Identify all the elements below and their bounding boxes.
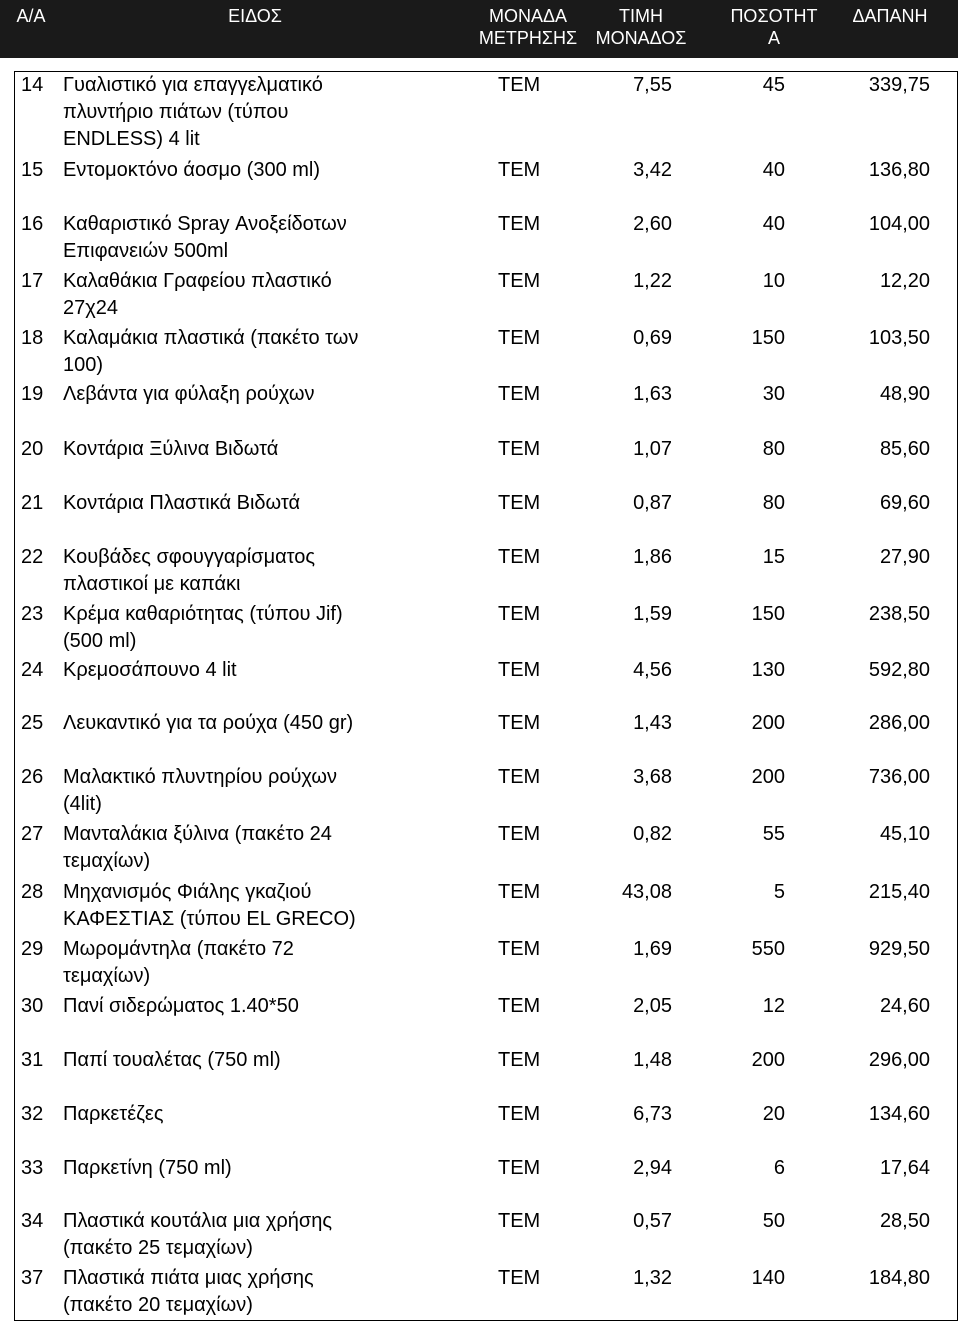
cost-total: 28,50 xyxy=(879,1210,930,1232)
unit-of-measure: ΤΕΜ xyxy=(498,1049,541,1071)
cost-total: 184,80 xyxy=(868,1267,930,1289)
header-unit: ΜΟΝΑΔΑ ΜΕΤΡΗΣΗΣ xyxy=(478,6,578,48)
quantity: 40 xyxy=(762,213,785,235)
unit-of-measure: ΤΕΜ xyxy=(498,213,541,235)
unit-price: 1,59 xyxy=(633,603,672,625)
header-price: ΤΙΜΗ ΜΟΝΑΔΟΣ xyxy=(595,6,687,48)
unit-price: 0,57 xyxy=(633,1210,672,1232)
unit-of-measure: ΤΕΜ xyxy=(498,938,541,960)
row-number: 30 xyxy=(21,995,44,1017)
quantity: 20 xyxy=(762,1103,785,1125)
quantity: 140 xyxy=(751,1267,785,1289)
item-description: Λεβάντα για φύλαξη ρούχων xyxy=(63,383,315,405)
cost-total: 104,00 xyxy=(868,213,930,235)
unit-of-measure: ΤΕΜ xyxy=(498,881,541,903)
unit-of-measure: ΤΕΜ xyxy=(498,383,541,405)
unit-price: 1,32 xyxy=(633,1267,672,1289)
item-description: Κρέμα καθαριότητας (τύπου Jif) (500 ml) xyxy=(63,603,343,652)
unit-price: 6,73 xyxy=(633,1103,672,1125)
header-cost: ΔΑΠΑΝΗ xyxy=(852,6,928,26)
item-description: Παπί τουαλέτας (750 ml) xyxy=(63,1049,281,1071)
row-number: 33 xyxy=(21,1157,44,1179)
row-number: 28 xyxy=(21,881,44,903)
cost-total: 238,50 xyxy=(868,603,930,625)
unit-price: 2,60 xyxy=(633,213,672,235)
cost-total: 85,60 xyxy=(879,438,930,460)
row-number: 29 xyxy=(21,938,44,960)
item-description: Μανταλάκια ξύλινα (πακέτο 24 τεμαχίων) xyxy=(63,823,332,872)
item-description: Μαλακτικό πλυντηρίου ρούχων (4lit) xyxy=(63,766,337,815)
unit-of-measure: ΤΕΜ xyxy=(498,766,541,788)
quantity: 10 xyxy=(762,270,785,292)
unit-price: 3,42 xyxy=(633,159,672,181)
cost-total: 69,60 xyxy=(879,492,930,514)
row-number: 23 xyxy=(21,603,44,625)
cost-total: 24,60 xyxy=(879,995,930,1017)
item-description: Καλαμάκια πλαστικά (πακέτο των 100) xyxy=(63,327,359,376)
cost-total: 103,50 xyxy=(868,327,930,349)
item-description: Παρκετίνη (750 ml) xyxy=(63,1157,232,1179)
row-number: 24 xyxy=(21,659,44,681)
item-description: Παρκετέζες xyxy=(63,1103,164,1125)
item-description: Πλαστικά κουτάλια μια χρήσης (πακέτο 25 τεμαχίων) xyxy=(63,1210,333,1259)
quantity: 200 xyxy=(751,712,785,734)
unit-of-measure: ΤΕΜ xyxy=(498,659,541,681)
quantity: 55 xyxy=(762,823,785,845)
unit-of-measure: ΤΕΜ xyxy=(498,1267,541,1289)
unit-of-measure: ΤΕΜ xyxy=(498,1157,541,1179)
item-description: Λευκαντικό για τα ρούχα (450 gr) xyxy=(63,712,354,734)
unit-of-measure: ΤΕΜ xyxy=(498,603,541,625)
cost-total: 592,80 xyxy=(868,659,930,681)
item-description: Καθαριστικό Spray Ανοξείδοτων Επιφανειών 500ml xyxy=(63,213,347,262)
quantity: 40 xyxy=(762,159,785,181)
unit-price: 1,86 xyxy=(633,546,672,568)
item-description: Κρεμοσάπουνο 4 lit xyxy=(63,659,237,681)
item-description: Κοντάρια Ξύλινα Βιδωτά xyxy=(63,438,279,460)
quantity: 15 xyxy=(762,546,785,568)
row-number: 14 xyxy=(21,74,44,96)
row-number: 26 xyxy=(21,766,44,788)
unit-of-measure: ΤΕΜ xyxy=(498,492,541,514)
unit-of-measure: ΤΕΜ xyxy=(498,438,541,460)
cost-total: 27,90 xyxy=(879,546,930,568)
unit-of-measure: ΤΕΜ xyxy=(498,712,541,734)
cost-total: 296,00 xyxy=(868,1049,930,1071)
header-aa: Α/Α xyxy=(16,6,46,26)
quantity: 200 xyxy=(751,766,785,788)
unit-price: 7,55 xyxy=(633,74,672,96)
unit-of-measure: ΤΕΜ xyxy=(498,1210,541,1232)
row-number: 25 xyxy=(21,712,44,734)
unit-price: 1,63 xyxy=(633,383,672,405)
quantity: 50 xyxy=(762,1210,785,1232)
item-description: Κουβάδες σφουγγαρίσματος πλαστικοί με καπάκι xyxy=(63,546,316,595)
row-number: 17 xyxy=(21,270,44,292)
unit-price: 4,56 xyxy=(633,659,672,681)
quantity: 5 xyxy=(773,881,785,903)
unit-price: 0,87 xyxy=(633,492,672,514)
cost-total: 215,40 xyxy=(868,881,930,903)
unit-price: 0,82 xyxy=(633,823,672,845)
cost-total: 339,75 xyxy=(868,74,930,96)
cost-total: 736,00 xyxy=(868,766,930,788)
row-number: 19 xyxy=(21,383,44,405)
quantity: 130 xyxy=(751,659,785,681)
row-number: 37 xyxy=(21,1267,44,1289)
item-description: Κοντάρια Πλαστικά Βιδωτά xyxy=(63,492,301,514)
unit-price: 1,43 xyxy=(633,712,672,734)
table-left-rule xyxy=(14,71,15,1321)
row-number: 15 xyxy=(21,159,44,181)
row-number: 31 xyxy=(21,1049,44,1071)
item-description: Εντομοκτόνο άοσμο (300 ml) xyxy=(63,159,321,181)
item-description: Μωρομάντηλα (πακέτο 72 τεμαχίων) xyxy=(63,938,294,987)
cost-total: 12,20 xyxy=(879,270,930,292)
unit-of-measure: ΤΕΜ xyxy=(498,74,541,96)
unit-price: 1,22 xyxy=(633,270,672,292)
cost-total: 286,00 xyxy=(868,712,930,734)
row-number: 16 xyxy=(21,213,44,235)
item-description: Μηχανισμός Φιάλης γκαζιού ΚΑΦΕΣΤΙΑΣ (τύπου EL GRECO) xyxy=(63,881,356,930)
row-number: 34 xyxy=(21,1210,44,1232)
item-description: Καλαθάκια Γραφείου πλαστικό 27χ24 xyxy=(63,270,332,319)
unit-price: 3,68 xyxy=(633,766,672,788)
unit-price: 1,69 xyxy=(633,938,672,960)
quantity: 200 xyxy=(751,1049,785,1071)
item-description: Πλαστικά πιάτα μιας χρήσης (πακέτο 20 τεμαχίων) xyxy=(63,1267,314,1316)
unit-of-measure: ΤΕΜ xyxy=(498,1103,541,1125)
table-bottom-rule xyxy=(14,1320,958,1321)
cost-total: 136,80 xyxy=(868,159,930,181)
quantity: 150 xyxy=(751,603,785,625)
header-qty: ΠΟΣΟΤΗΤ Α xyxy=(730,6,818,48)
unit-price: 43,08 xyxy=(621,881,672,903)
table-right-rule xyxy=(957,71,958,1321)
row-number: 27 xyxy=(21,823,44,845)
item-description: Πανί σιδερώματος 1.40*50 xyxy=(63,995,299,1017)
unit-of-measure: ΤΕΜ xyxy=(498,159,541,181)
unit-of-measure: ΤΕΜ xyxy=(498,823,541,845)
table-header xyxy=(0,0,958,58)
quantity: 6 xyxy=(773,1157,785,1179)
cost-total: 17,64 xyxy=(879,1157,930,1179)
unit-price: 0,69 xyxy=(633,327,672,349)
cost-total: 48,90 xyxy=(879,383,930,405)
quantity: 80 xyxy=(762,492,785,514)
unit-of-measure: ΤΕΜ xyxy=(498,995,541,1017)
quantity: 30 xyxy=(762,383,785,405)
row-number: 22 xyxy=(21,546,44,568)
unit-price: 2,94 xyxy=(633,1157,672,1179)
unit-of-measure: ΤΕΜ xyxy=(498,327,541,349)
unit-of-measure: ΤΕΜ xyxy=(498,270,541,292)
unit-price: 2,05 xyxy=(633,995,672,1017)
cost-total: 929,50 xyxy=(868,938,930,960)
item-description: Γυαλιστικό για επαγγελματικό πλυντήριο πιάτων (τύπου ENDLESS) 4 lit xyxy=(63,74,323,150)
row-number: 32 xyxy=(21,1103,44,1125)
quantity: 12 xyxy=(762,995,785,1017)
quantity: 45 xyxy=(762,74,785,96)
row-number: 21 xyxy=(21,492,44,514)
quantity: 550 xyxy=(751,938,785,960)
unit-price: 1,07 xyxy=(633,438,672,460)
unit-of-measure: ΤΕΜ xyxy=(498,546,541,568)
row-number: 18 xyxy=(21,327,44,349)
quantity: 80 xyxy=(762,438,785,460)
quantity: 150 xyxy=(751,327,785,349)
cost-total: 45,10 xyxy=(879,823,930,845)
cost-total: 134,60 xyxy=(868,1103,930,1125)
unit-price: 1,48 xyxy=(633,1049,672,1071)
header-item: ΕΙΔΟΣ xyxy=(228,6,282,26)
row-number: 20 xyxy=(21,438,44,460)
